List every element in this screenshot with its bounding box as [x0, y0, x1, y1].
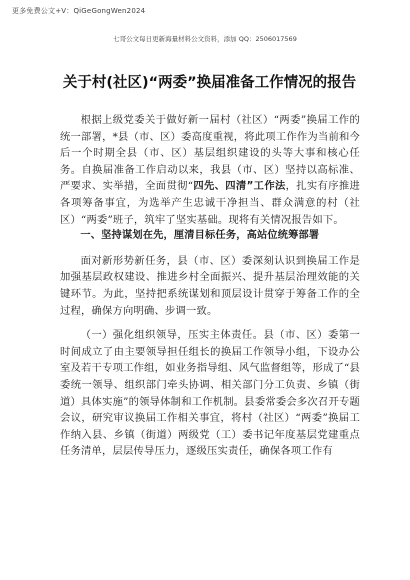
spacer [60, 319, 360, 327]
intro-paragraph [60, 112, 360, 228]
header-note: 更多免费公文+V：QiGeGongWen2024 [12, 7, 146, 15]
sub-note: 七哥公文每日更新海量材料公文资料，添加 QQ：2506017569 [113, 35, 297, 43]
intro-text-a: 根据上级党委关于做好新一届村（社区）“两委”换届工作的统一部署，*县（市、区）委高度重视，将此项工作作为当前和今后一个时期全县（市、区）基层组织建设的头等大事和核心任务。自换届准备工作启动以来，我县（市、区）坚持以高标准、严要求、实举措，全面贯彻“ [60, 114, 360, 193]
subsection1-paragraph: （一）强化组织领导，压实主体责任。县（市、区）委第一时间成立了由主要领导担任组长的换届工作领导小组，下设办公室及若干专项工作组，如业务指导组、风气监督组等，形成了“县委统一领导、组织部门牵头协调、相关部门分工负责、乡镇（街道）具体实施”的领导体制和工作机制。县委常委会多次召开专题会议，研究审议换届工作相关事宜，将村（社区）“两委”换届工作纳入县、乡镇（街道）两级党（工）委书记年度基层党建重点任务清单，层层传导压力，逐级压实责任，确保各项工作有 [60, 329, 360, 458]
section1-heading: 一、坚持谋划在先，厘清目标任务，高站位统筹部署 [80, 230, 320, 242]
document-body [60, 112, 360, 460]
intro-bold-method: 四先、四清”工作法 [193, 180, 286, 193]
intro-text-b: ，扎实有序推进各项筹备事宜，为选举产生忠诚干净担当、群众满意的村（社区）“两委”班子，筑牢了坚实基础。现将有关情况报告如下。 [60, 180, 360, 226]
section1-paragraph: 面对新形势新任务，县（市、区）委深刻认识到换届工作是加强基层政权建设、推进乡村全面振兴、提升基层治理效能的关键环节。为此，坚持把系统谋划和顶层设计贯穿于筹备工作的全过程，确保方向明确、步调一致。 [60, 254, 360, 317]
document-title: 关于村(社区)“两委”换届准备工作情况的报告 [62, 75, 357, 91]
spacer [60, 245, 360, 253]
